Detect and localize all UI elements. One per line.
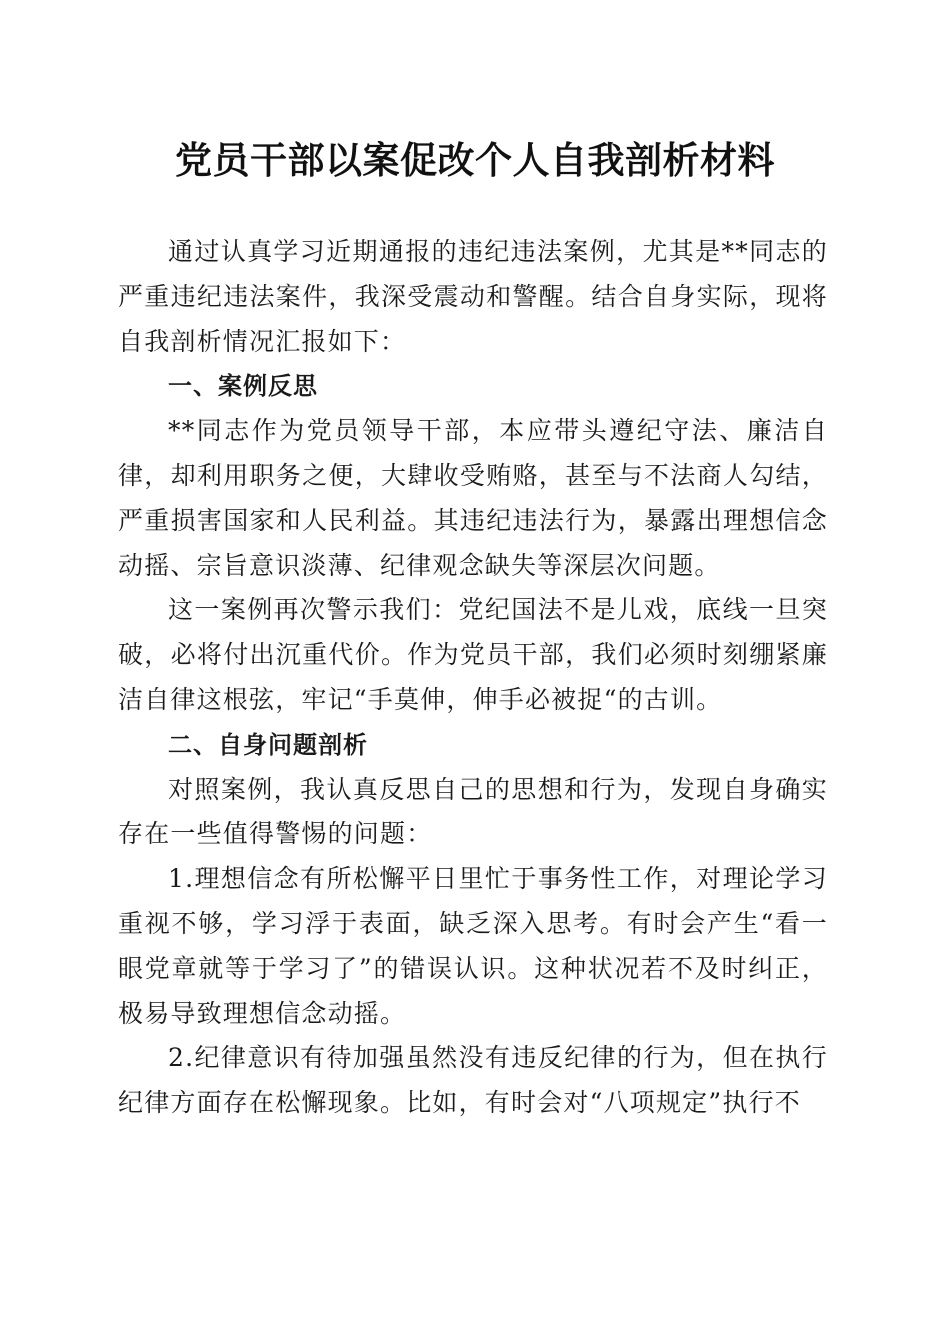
intro-paragraph: 通过认真学习近期通报的违纪违法案例，尤其是**同志的严重违纪违法案件，我深受震动和警醒。结合自身实际，现将自我剖析情况汇报如下： [118, 237, 828, 356]
document-body [118, 230, 828, 1126]
case-reflection-paragraph-1: **同志作为党员领导干部，本应带头遵纪守法、廉洁自律，却利用职务之便，大肆收受贿赂，甚至与不法商人勾结，严重损害国家和人民利益。其违纪违法行为，暴露出理想信念动摇、宗旨意识淡薄、纪律观念缺失等深层次问题。 [118, 416, 828, 580]
case-reflection-paragraph-2: 这一案例再次警示我们：党纪国法不是儿戏，底线一旦突破，必将付出沉重代价。作为党员干部，我们必须时刻绷紧廉洁自律这根弦，牢记“手莫伸，伸手必被捉“的古训。 [118, 595, 828, 714]
section-heading-case-reflection: 一、案例反思 [168, 372, 318, 401]
self-analysis-paragraph: 对照案例，我认真反思自己的思想和行为，发现自身确实存在一些值得警惕的问题： [118, 774, 828, 849]
self-analysis-item-2: 2.纪律意识有待加强虽然没有违反纪律的行为，但在执行纪律方面存在松懈现象。比如，有时会对“八项规定”执行不 [118, 1043, 828, 1118]
self-analysis-item-1: 1.理想信念有所松懈平日里忙于事务性工作，对理论学习重视不够，学习浮于表面，缺乏深入思考。有时会产生“看一眼党章就等于学习了”的错误认识。这种状况若不及时纠正，极易导致理想信念动摇。 [118, 864, 828, 1028]
document-title: 党员干部以案促改个人自我剖析材料 [175, 138, 775, 182]
section-heading-self-analysis: 二、自身问题剖析 [168, 730, 368, 759]
